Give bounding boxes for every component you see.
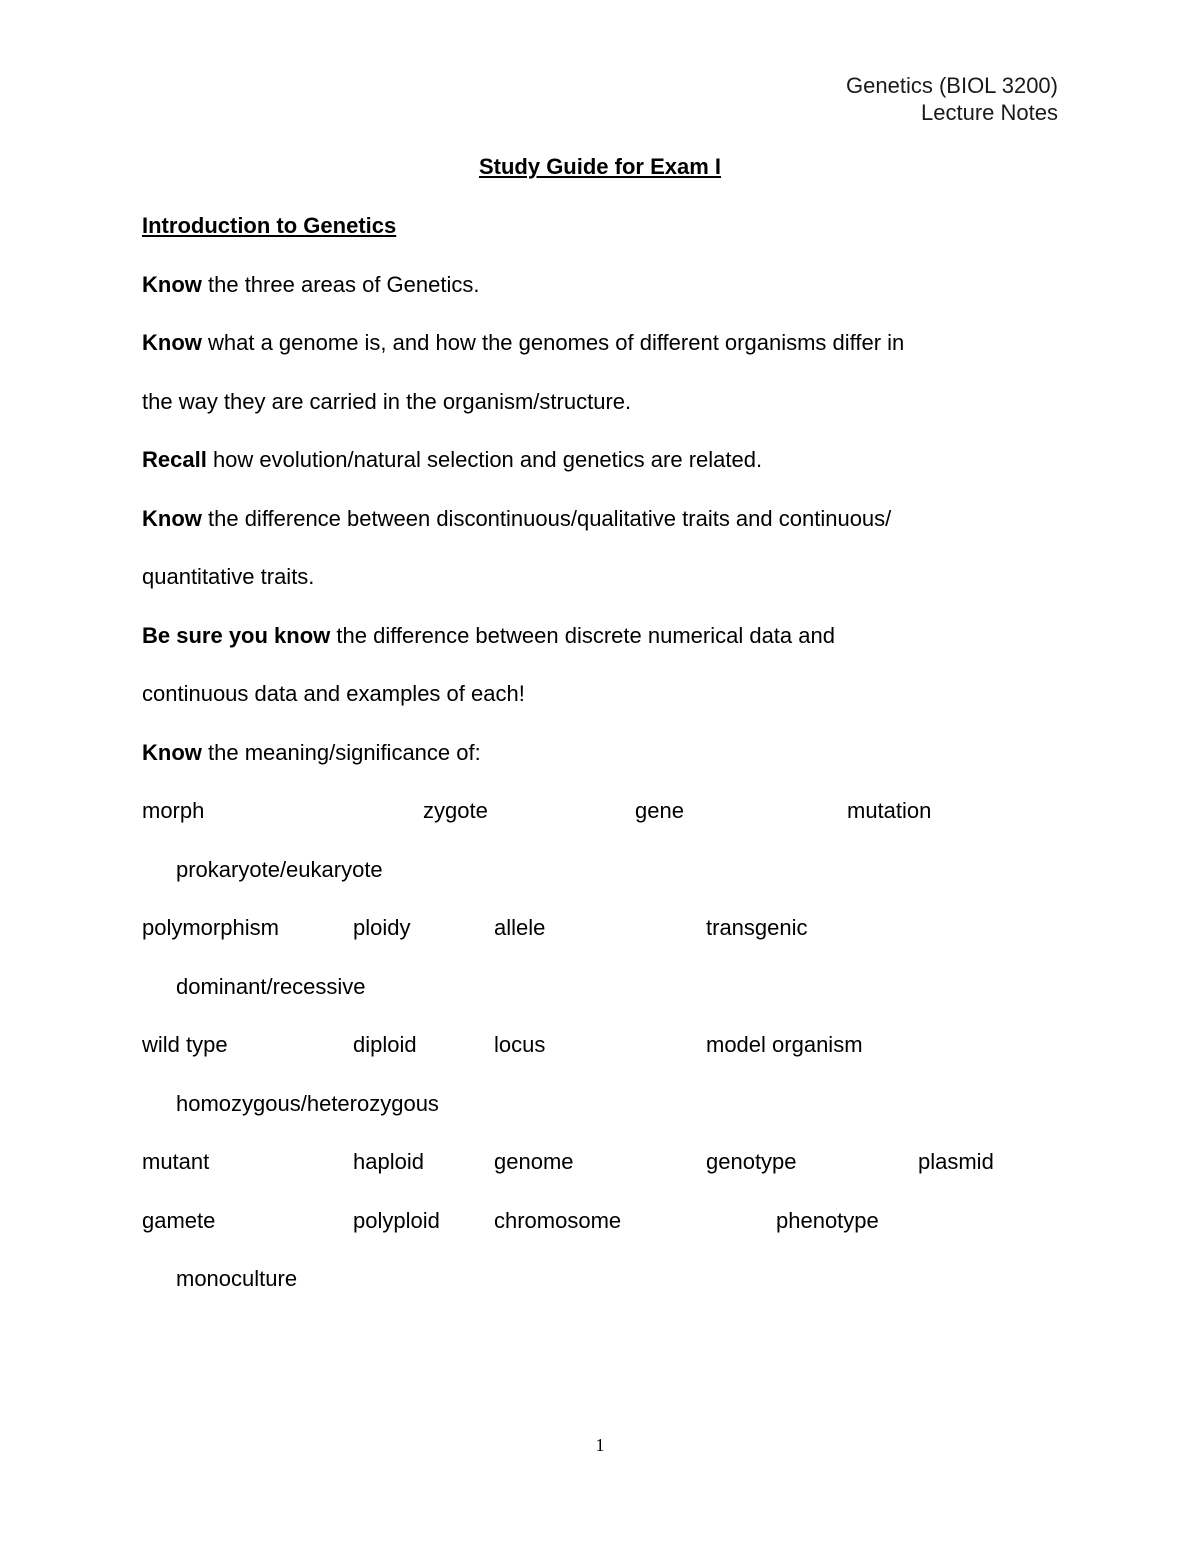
term: polymorphism bbox=[142, 915, 279, 940]
study-item bbox=[142, 739, 481, 767]
course-title: Genetics (BIOL 3200) bbox=[846, 73, 1058, 98]
term: mutant bbox=[142, 1149, 210, 1174]
study-item-text: the meaning/significance of: bbox=[201, 740, 481, 765]
term: prokaryote/eukaryote bbox=[176, 857, 383, 882]
term: gene bbox=[635, 798, 684, 823]
study-item-text: continuous data and examples of each! bbox=[142, 681, 525, 706]
term: diploid bbox=[353, 1032, 417, 1057]
term: genome bbox=[494, 1149, 574, 1174]
study-item-continuation bbox=[142, 563, 314, 591]
term: genotype bbox=[706, 1149, 797, 1174]
term: haploid bbox=[353, 1149, 424, 1174]
page-number: 1 bbox=[595, 1435, 605, 1455]
term: mutation bbox=[847, 798, 932, 823]
study-item bbox=[142, 505, 891, 533]
term-row bbox=[0, 914, 1200, 942]
study-item-continuation bbox=[142, 680, 525, 708]
study-item-lead: Be sure you know bbox=[142, 623, 331, 648]
study-item-text: the difference between discrete numerical data and bbox=[330, 623, 835, 648]
study-item-lead: Know bbox=[142, 740, 202, 765]
term: plasmid bbox=[918, 1149, 994, 1174]
term: allele bbox=[494, 915, 546, 940]
term: wild type bbox=[142, 1032, 228, 1057]
study-item-text: quantitative traits. bbox=[142, 564, 315, 589]
term: gamete bbox=[142, 1208, 216, 1233]
study-item-lead: Know bbox=[142, 330, 202, 355]
term-row bbox=[0, 1265, 1200, 1293]
study-item-lead: Know bbox=[142, 272, 202, 297]
term-row bbox=[0, 856, 1200, 884]
study-item-text: how evolution/natural selection and genetics are related. bbox=[206, 447, 763, 472]
study-item bbox=[142, 446, 762, 474]
document-title: Study Guide for Exam I bbox=[478, 154, 722, 179]
term-row bbox=[0, 797, 1200, 825]
study-item bbox=[142, 622, 835, 650]
study-item-continuation bbox=[142, 388, 631, 416]
term: transgenic bbox=[706, 915, 808, 940]
header-subtitle: Lecture Notes bbox=[921, 100, 1058, 125]
section-heading: Introduction to Genetics bbox=[142, 213, 397, 238]
term: model organism bbox=[706, 1032, 863, 1057]
term: morph bbox=[142, 798, 205, 823]
study-item-text: the way they are carried in the organism/structure. bbox=[142, 389, 632, 414]
term: monoculture bbox=[176, 1266, 298, 1291]
study-item-text: the difference between discontinuous/qualitative traits and continuous/ bbox=[201, 506, 892, 531]
study-item bbox=[142, 329, 904, 357]
term: zygote bbox=[423, 798, 488, 823]
term: phenotype bbox=[776, 1208, 879, 1233]
term-row bbox=[0, 973, 1200, 1001]
term: dominant/recessive bbox=[176, 974, 366, 999]
term: ploidy bbox=[353, 915, 411, 940]
term-row bbox=[0, 1207, 1200, 1235]
study-item-lead: Recall bbox=[142, 447, 207, 472]
term: chromosome bbox=[494, 1208, 622, 1233]
term-row bbox=[0, 1090, 1200, 1118]
study-item-text: what a genome is, and how the genomes of different organisms differ in bbox=[201, 330, 905, 355]
term: polyploid bbox=[353, 1208, 440, 1233]
term-row bbox=[0, 1031, 1200, 1059]
study-item bbox=[142, 271, 480, 299]
page-header bbox=[846, 72, 1058, 126]
term: homozygous/heterozygous bbox=[176, 1091, 439, 1116]
study-item-lead: Know bbox=[142, 506, 202, 531]
study-item-text: the three areas of Genetics. bbox=[201, 272, 480, 297]
term: locus bbox=[494, 1032, 546, 1057]
term-row bbox=[0, 1148, 1200, 1176]
